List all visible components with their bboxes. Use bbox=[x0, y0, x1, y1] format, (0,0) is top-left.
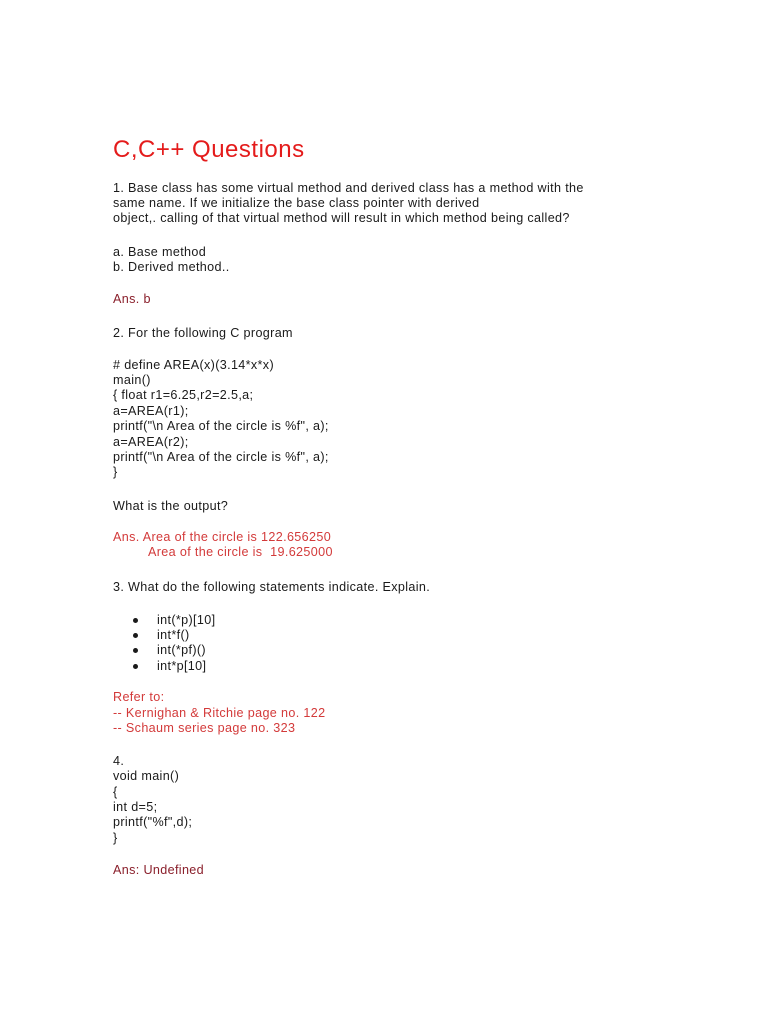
q2-code-line: { float r1=6.25,r2=2.5,a; bbox=[113, 388, 254, 402]
q4-line: int d=5; bbox=[113, 800, 158, 814]
q4-line: printf("%f",d); bbox=[113, 815, 193, 829]
list-item: int*f() bbox=[133, 628, 215, 643]
q2-code-line: } bbox=[113, 465, 118, 479]
q4-line: 4. bbox=[113, 754, 125, 768]
q2-code-line: printf("\n Area of the circle is %f", a); bbox=[113, 419, 329, 433]
list-item: int(*p)[10] bbox=[133, 613, 215, 628]
q3-refer-heading: Refer to: bbox=[113, 690, 165, 704]
list-item: int(*pf)() bbox=[133, 643, 215, 658]
bullet-icon bbox=[133, 664, 138, 669]
q2-code-line: printf("\n Area of the circle is %f", a); bbox=[113, 450, 329, 464]
q1-line-3: object,. calling of that virtual method will result in which method being called? bbox=[113, 211, 570, 225]
q3-declaration-list bbox=[133, 613, 215, 674]
q2-answer-line-2: Area of the circle is 19.625000 bbox=[148, 545, 333, 559]
q2-intro: 2. For the following C program bbox=[113, 326, 293, 340]
q4-line: } bbox=[113, 831, 118, 845]
q4-line: void main() bbox=[113, 769, 180, 783]
q3-intro: 3. What do the following statements indicate. Explain. bbox=[113, 580, 431, 594]
bullet-icon bbox=[133, 648, 138, 653]
q1-answer: Ans. b bbox=[113, 292, 151, 306]
q1-option-a: a. Base method bbox=[113, 245, 207, 259]
q2-question: What is the output? bbox=[113, 499, 229, 513]
q1-line-1: 1. Base class has some virtual method and derived class has a method with the bbox=[113, 181, 584, 195]
q4-answer: Ans: Undefined bbox=[113, 863, 205, 877]
q2-answer-line-1: Ans. Area of the circle is 122.656250 bbox=[113, 530, 332, 544]
page-title: C,C++ Questions bbox=[113, 136, 305, 163]
q2-code-line: # define AREA(x)(3.14*x*x) bbox=[113, 358, 274, 372]
q1-line-2: same name. If we initialize the base class pointer with derived bbox=[113, 196, 480, 210]
q1-option-b: b. Derived method.. bbox=[113, 260, 230, 274]
q2-code-line: a=AREA(r2); bbox=[113, 435, 189, 449]
q2-code-line: a=AREA(r1); bbox=[113, 404, 189, 418]
bullet-icon bbox=[133, 633, 138, 638]
q4-line: { bbox=[113, 785, 118, 799]
q3-refer-kr: -- Kernighan & Ritchie page no. 122 bbox=[113, 706, 326, 720]
bullet-icon bbox=[133, 618, 138, 623]
list-item: int*p[10] bbox=[133, 659, 215, 674]
q3-refer-schaum: -- Schaum series page no. 323 bbox=[113, 721, 296, 735]
q2-code-line: main() bbox=[113, 373, 151, 387]
